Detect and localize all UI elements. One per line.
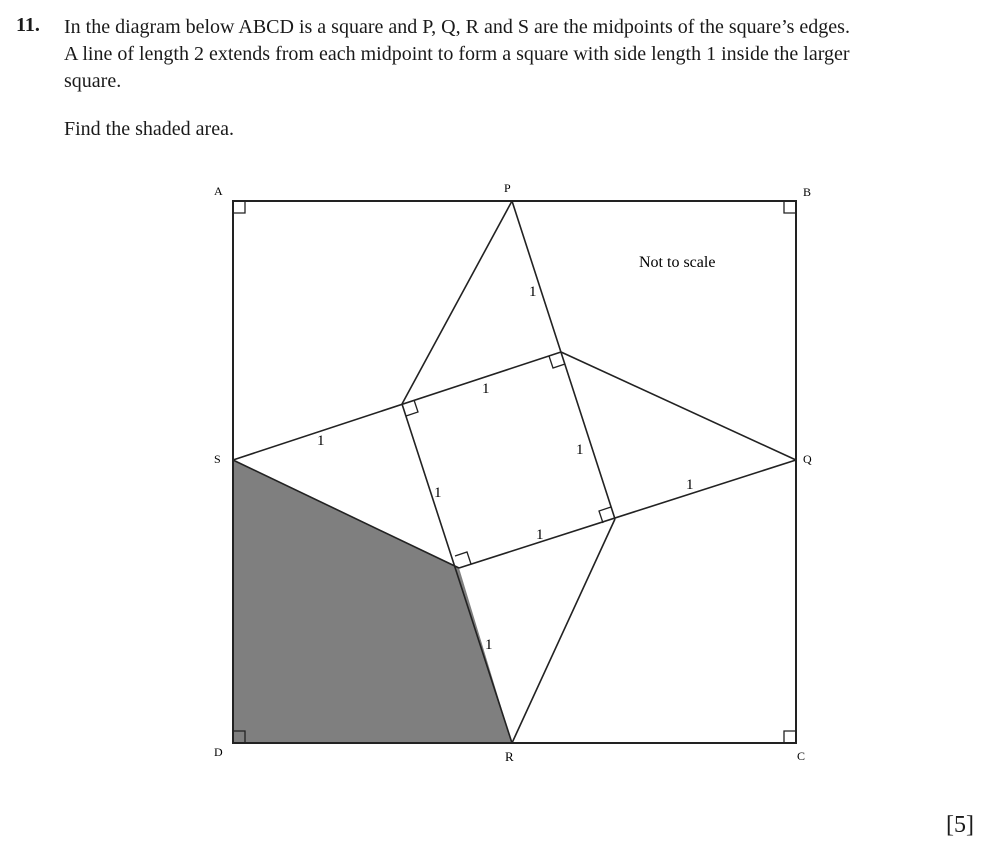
vertex-label-b: B [803, 185, 812, 199]
length-label: 1 [686, 477, 694, 493]
question-line-1: In the diagram below ABCD is a square and P, Q, R and S are the midpoints of the square’s edges. [64, 16, 850, 38]
vertex-label-q: Q [803, 452, 812, 466]
length-label: 1 [485, 637, 493, 653]
vertex-label-c: C [797, 749, 806, 763]
line-q-upper [561, 352, 796, 460]
question-line-2: A line of length 2 extends from each midpoint to form a square with side length 1 inside the larger [64, 43, 850, 65]
vertex-label-r: R [505, 749, 514, 764]
question-number: 11. [16, 14, 40, 36]
line-r-right [512, 519, 615, 743]
right-angle-mark-c [784, 731, 796, 743]
line-q-lower [459, 460, 796, 568]
question-line-3: square. [64, 70, 122, 92]
shaded-region [233, 460, 512, 743]
line-p-right [512, 201, 615, 519]
right-angle-mark-inner-bottom [455, 552, 471, 564]
vertex-label-s: S [214, 452, 221, 466]
length-label: 1 [536, 527, 544, 543]
length-label: 1 [576, 442, 584, 458]
right-angle-mark-a [233, 201, 245, 213]
length-label: 1 [482, 381, 490, 397]
question-prompt: Find the shaded area. [64, 118, 234, 140]
length-label: 1 [317, 433, 325, 449]
length-label: 1 [529, 284, 537, 300]
length-label: 1 [434, 485, 442, 501]
right-angle-mark-b [784, 201, 796, 213]
marks-total: [5] [946, 812, 974, 838]
not-to-scale-note: Not to scale [639, 254, 716, 271]
line-s-upper [233, 352, 561, 460]
vertex-label-p: P [504, 181, 511, 195]
vertex-label-a: A [214, 184, 223, 198]
vertex-label-d: D [214, 745, 223, 759]
